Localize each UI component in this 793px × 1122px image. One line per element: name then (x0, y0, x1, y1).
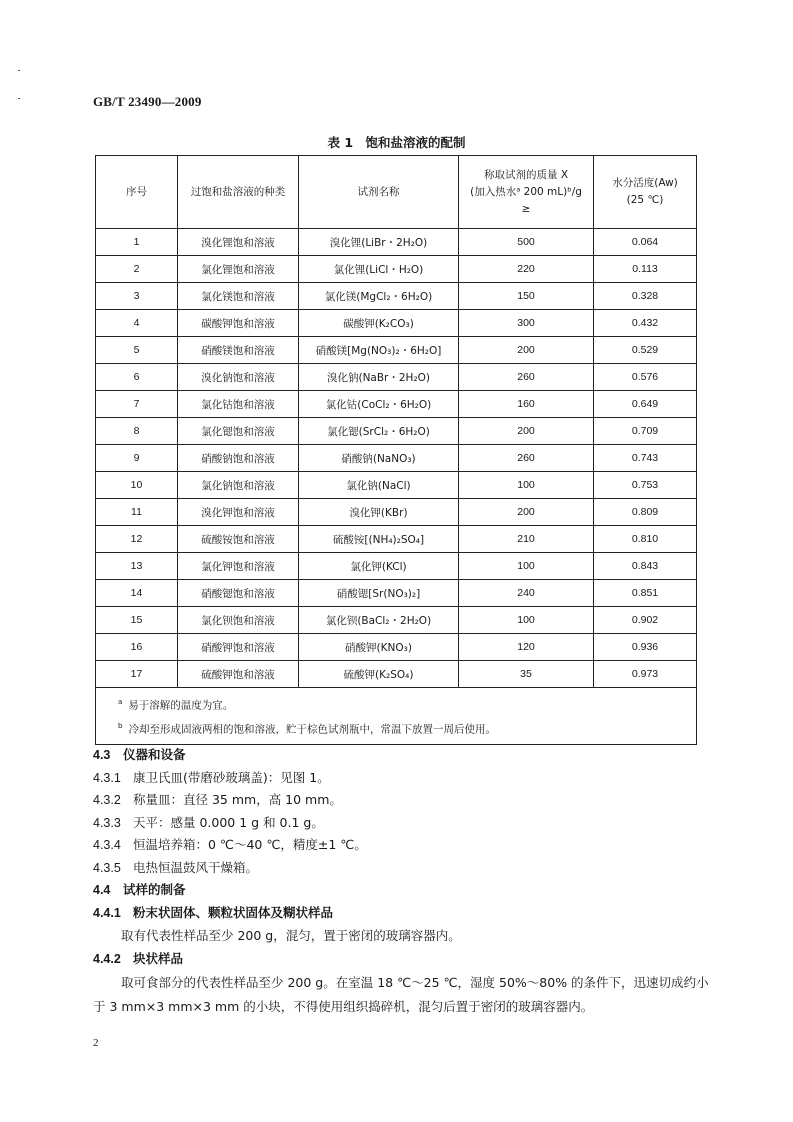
cell-solution-type: 氯化钴饱和溶液 (178, 391, 299, 418)
header-index: 序号 (96, 156, 178, 229)
cell-water-activity: 0.432 (594, 310, 697, 337)
cell-mass: 100 (459, 607, 594, 634)
table-notes-row (96, 688, 697, 745)
clause: 4.3.1 康卫氏皿(带磨砂玻璃盖)：见图 1。 (93, 769, 330, 785)
cell-reagent-name: 氯化锶(SrCl₂・6H₂O) (299, 418, 459, 445)
cell-solution-type: 氯化锂饱和溶液 (178, 256, 299, 283)
cell-water-activity: 0.843 (594, 553, 697, 580)
table-row (96, 580, 697, 607)
cell-mass: 220 (459, 256, 594, 283)
page-number: 2 (93, 1037, 99, 1049)
table-row (96, 364, 697, 391)
cell-index: 5 (96, 337, 178, 364)
table-row (96, 283, 697, 310)
clause: 4.3.3 天平：感量 0.000 1 g 和 0.1 g。 (93, 814, 324, 830)
header-solution-type: 过饱和盐溶液的种类 (178, 156, 299, 229)
clause: 4.3.4 恒温培养箱：0 ℃～40 ℃，精度±1 ℃。 (93, 837, 367, 852)
cell-solution-type: 溴化锂饱和溶液 (178, 229, 299, 256)
table-row (96, 607, 697, 634)
cell-reagent-name: 氯化镁(MgCl₂・6H₂O) (299, 283, 459, 310)
cell-reagent-name: 碳酸钾(K₂CO₃) (299, 310, 459, 337)
cell-solution-type: 硫酸铵饱和溶液 (178, 526, 299, 553)
subsection-heading: 4.4.1 粉末状固体、颗粒状固体及糊状样品 (93, 904, 334, 920)
body-text (93, 744, 713, 1019)
cell-index: 8 (96, 418, 178, 445)
cell-mass: 150 (459, 283, 594, 310)
cell-reagent-name: 硫酸铵[(NH₄)₂SO₄] (299, 526, 459, 553)
cell-mass: 260 (459, 364, 594, 391)
table-row (96, 310, 697, 337)
cell-solution-type: 氯化钡饱和溶液 (178, 607, 299, 634)
cell-index: 3 (96, 283, 178, 310)
cell-water-activity: 0.809 (594, 499, 697, 526)
cell-index: 4 (96, 310, 178, 337)
table-row (96, 337, 697, 364)
scan-speck (18, 98, 20, 99)
cell-solution-type: 氯化钾饱和溶液 (178, 553, 299, 580)
cell-solution-type: 溴化钾饱和溶液 (178, 499, 299, 526)
cell-mass: 210 (459, 526, 594, 553)
cell-reagent-name: 溴化钾(KBr) (299, 499, 459, 526)
cell-mass: 260 (459, 445, 594, 472)
scan-speck (18, 70, 20, 71)
cell-solution-type: 氯化锶饱和溶液 (178, 418, 299, 445)
table-notes (96, 688, 697, 745)
cell-index: 1 (96, 229, 178, 256)
cell-mass: 200 (459, 337, 594, 364)
cell-water-activity: 0.753 (594, 472, 697, 499)
cell-mass: 120 (459, 634, 594, 661)
cell-index: 16 (96, 634, 178, 661)
table-title: 表 1 饱和盐溶液的配制 (327, 135, 466, 150)
table-row (96, 553, 697, 580)
table-row (96, 229, 697, 256)
table-row (96, 499, 697, 526)
cell-reagent-name: 硫酸钾(K₂SO₄) (299, 661, 459, 688)
cell-mass: 200 (459, 499, 594, 526)
note-a: $^a$ 易于溶解的温度为宜。 (118, 697, 234, 711)
cell-water-activity: 0.810 (594, 526, 697, 553)
cell-water-activity: 0.973 (594, 661, 697, 688)
cell-mass: 500 (459, 229, 594, 256)
paragraph: 取可食部分的代表性样品至少 200 g。在室温 18 ℃～25 ℃，湿度 50%～80% 的条件下，迅速切成约小于 3 mm×3 mm×3 mm 的小块，不得使用组织捣碎机，混匀后置于密闭的玻璃容器内。 (93, 974, 709, 1014)
cell-water-activity: 0.743 (594, 445, 697, 472)
cell-reagent-name: 溴化钠(NaBr・2H₂O) (299, 364, 459, 391)
cell-index: 13 (96, 553, 178, 580)
cell-reagent-name: 硝酸锶[Sr(NO₃)₂] (299, 580, 459, 607)
cell-mass: 240 (459, 580, 594, 607)
note-b: $^b$ 冷却至形成固液两相的饱和溶液，贮于棕色试剂瓶中，常温下放置一周后使用。 (118, 722, 496, 736)
section-heading: 4.4 试样的制备 (93, 882, 186, 897)
header-reagent-name: 试剂名称 (299, 156, 459, 229)
table-row (96, 445, 697, 472)
subsection-heading: 4.4.2 块状样品 (93, 951, 184, 966)
cell-index: 11 (96, 499, 178, 526)
cell-water-activity: 0.851 (594, 580, 697, 607)
cell-solution-type: 硝酸钾饱和溶液 (178, 634, 299, 661)
table-row (96, 472, 697, 499)
cell-index: 10 (96, 472, 178, 499)
table-row (96, 391, 697, 418)
header-reagent-mass: 称取试剂的质量 X (加入热水ᵃ 200 mL)ᵇ/g ≥ (459, 156, 594, 229)
cell-reagent-name: 硝酸钠(NaNO₃) (299, 445, 459, 472)
header-water-activity: 水分活度(Aw) (25 ℃) (594, 156, 697, 229)
cell-water-activity: 0.064 (594, 229, 697, 256)
cell-solution-type: 硝酸镁饱和溶液 (178, 337, 299, 364)
table-header-row (96, 156, 697, 229)
cell-index: 14 (96, 580, 178, 607)
cell-reagent-name: 硝酸镁[Mg(NO₃)₂・6H₂O] (299, 337, 459, 364)
cell-reagent-name: 硝酸钾(KNO₃) (299, 634, 459, 661)
table-row (96, 256, 697, 283)
cell-reagent-name: 氯化钡(BaCl₂・2H₂O) (299, 607, 459, 634)
cell-water-activity: 0.328 (594, 283, 697, 310)
cell-water-activity: 0.936 (594, 634, 697, 661)
cell-mass: 100 (459, 553, 594, 580)
cell-water-activity: 0.576 (594, 364, 697, 391)
cell-mass: 160 (459, 391, 594, 418)
cell-reagent-name: 氯化钾(KCl) (299, 553, 459, 580)
cell-water-activity: 0.113 (594, 256, 697, 283)
cell-reagent-name: 氯化钠(NaCl) (299, 472, 459, 499)
cell-reagent-name: 氯化锂(LiCl・H₂O) (299, 256, 459, 283)
cell-index: 15 (96, 607, 178, 634)
cell-water-activity: 0.529 (594, 337, 697, 364)
cell-index: 17 (96, 661, 178, 688)
cell-solution-type: 碳酸钾饱和溶液 (178, 310, 299, 337)
cell-solution-type: 硝酸钠饱和溶液 (178, 445, 299, 472)
cell-reagent-name: 溴化锂(LiBr・2H₂O) (299, 229, 459, 256)
cell-water-activity: 0.649 (594, 391, 697, 418)
cell-index: 7 (96, 391, 178, 418)
cell-mass: 300 (459, 310, 594, 337)
cell-mass: 35 (459, 661, 594, 688)
section-heading: 4.3 仪器和设备 (93, 747, 186, 762)
cell-reagent-name: 氯化钴(CoCl₂・6H₂O) (299, 391, 459, 418)
cell-index: 6 (96, 364, 178, 391)
cell-water-activity: 0.902 (594, 607, 697, 634)
saturated-salt-table (95, 155, 697, 745)
cell-mass: 100 (459, 472, 594, 499)
cell-solution-type: 氯化钠饱和溶液 (178, 472, 299, 499)
cell-index: 12 (96, 526, 178, 553)
cell-mass: 200 (459, 418, 594, 445)
cell-index: 2 (96, 256, 178, 283)
standard-code: GB/T 23490—2009 (93, 94, 202, 109)
paragraph: 取有代表性样品至少 200 g，混匀，置于密闭的玻璃容器内。 (121, 928, 461, 943)
table-row (96, 526, 697, 553)
cell-solution-type: 氯化镁饱和溶液 (178, 283, 299, 310)
cell-solution-type: 溴化钠饱和溶液 (178, 364, 299, 391)
table-row (96, 661, 697, 688)
cell-solution-type: 硝酸锶饱和溶液 (178, 580, 299, 607)
cell-solution-type: 硫酸钾饱和溶液 (178, 661, 299, 688)
clause: 4.3.2 称量皿：直径 35 mm，高 10 mm。 (93, 792, 342, 807)
table-row (96, 634, 697, 661)
cell-water-activity: 0.709 (594, 418, 697, 445)
clause: 4.3.5 电热恒温鼓风干燥箱。 (93, 859, 259, 875)
table-row (96, 418, 697, 445)
cell-index: 9 (96, 445, 178, 472)
